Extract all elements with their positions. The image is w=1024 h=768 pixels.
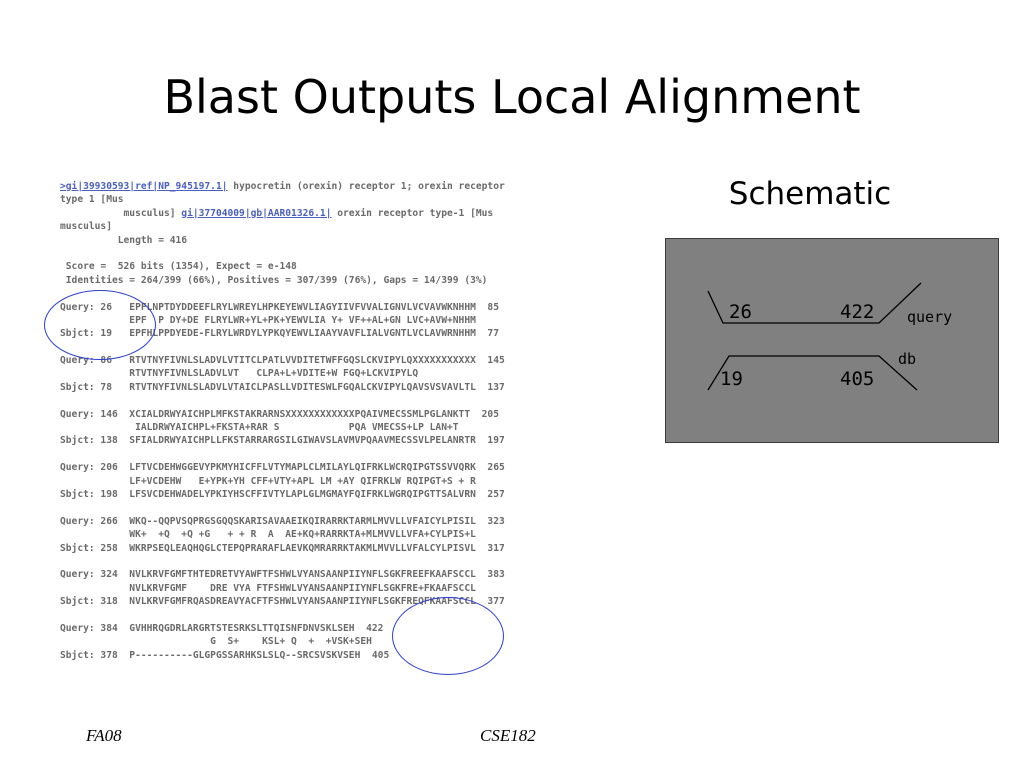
blast-header-line-4: musculus] [60, 221, 112, 233]
footer-term: FA08 [86, 726, 122, 745]
schematic-lines [666, 239, 1000, 444]
alignment-block [60, 622, 620, 662]
header-organism: musculus] [60, 207, 182, 219]
start-highlight-circle [44, 290, 156, 360]
length-line: Length = 416 [60, 234, 188, 246]
match-line: LF+VCDEHW E+YPK+YH CFF+VTY+APL LM +AY QIFRKLW RQIPGT+S + R [60, 475, 476, 487]
subject-line: Sbjct: 378 P----------GLGPGSSARHKSLSLQ--SRCSVSKVSEH 405 [60, 649, 390, 661]
match-line: G S+ KSL+ Q + +VSK+SEH [60, 636, 372, 648]
query-label: query [907, 308, 953, 326]
alignment-blocks [60, 301, 620, 663]
gi-link-subject[interactable]: gi|37704009|gb|AAR01326.1| [181, 207, 332, 219]
subject-line: Sbjct: 318 NVLKRVFGMFRQASDREAVYACFTFSHWLVYANSAANPIIYNFLSGKFREQFKAAFSCCL 377 [60, 596, 505, 608]
alignment-block [60, 354, 620, 394]
header-description-2: orexin receptor type-1 [Mus [331, 207, 494, 219]
db-label: db [898, 350, 917, 368]
subject-line: Sbjct: 19 EPFHLPPDYEDE-FLRYLWRDYLYPKQYEWVLIAAYVAVFLIALVGNTLVCLAVWRNHHM 77 [60, 328, 499, 340]
schematic-diagram [665, 238, 999, 443]
alignment-block [60, 568, 620, 608]
blast-header-line-3 [60, 207, 620, 220]
match-line: RTVTNYFIVNLSLADVLVT CLPA+L+VDITE+W FGQ+LCKVIPYLQ [60, 368, 419, 380]
subject-line: Sbjct: 78 RTVTNYFIVNLSLADVLVTAICLPASLLVDITESWLFGQALCKVIPYLQAVSVSVAVLTL 137 [60, 381, 505, 393]
subject-line: Sbjct: 198 LFSVCDEHWADELYPKIYHSCFFIVTYLAPLGLMGMAYFQIFRKLWGRQIPGTTSALVRN 257 [60, 488, 505, 500]
alignment-block [60, 408, 620, 448]
query-line: Query: 206 LFTVCDEHWGGEVYPKMYHICFFLVTYMAPLCLMILAYLQIFRKLWCRQIPGTSSVVQRK 265 [60, 462, 505, 474]
alignment-block [60, 461, 620, 501]
query-end-number: 422 [840, 301, 875, 323]
subject-line: Sbjct: 138 SFIALDRWYAICHPLLFKSTARRARGSILGIWAVSLAVMVPQAAVMECSSVLPELANRTR 197 [60, 435, 505, 447]
query-line: Query: 146 XCIALDRWYAICHPLMFKSTAKRARNSXXXXXXXXXXXXPQAIVMECSSMLPGLANKTT 205 [60, 408, 499, 420]
score-line: Score = 526 bits (1354), Expect = e-148 [60, 261, 297, 273]
match-line: WK+ +Q +Q +G + + R A AE+KQ+RARRKTA+MLMVVLLVFA+CYLPIS+L [60, 529, 476, 541]
query-line: Query: 86 RTVTNYFIVNLSLADVLVTITCLPATLVVDITETWFFGQSLCKVIPYLQXXXXXXXXXXX 145 [60, 355, 505, 367]
footer-course: CSE182 [480, 726, 536, 745]
match-line: EPF P DY+DE FLRYLWR+YL+PK+YEWVLIA Y+ VF++AL+GN LVC+AVW+NHHM [60, 314, 476, 326]
query-line: Query: 26 EPFLNPTDYDDEEFLRYLWREYLHPKEYEWVLIAGYIIVFVVALIGNVLVCVAVWKNHHM 85 [60, 301, 499, 313]
query-line: Query: 324 NVLKRVFGMFTHTEDRETVYAWFTFSHWLVYANSAANPIIYNFLSGKFREEFKAAFSCCL 383 [60, 569, 505, 581]
slide-title: Blast Outputs Local Alignment [163, 70, 861, 124]
header-description: hypocretin (orexin) receptor 1; orexin receptor [227, 181, 505, 192]
blast-output [60, 180, 620, 662]
alignment-block [60, 515, 620, 555]
end-highlight-circle [392, 597, 504, 675]
db-end-number: 405 [840, 368, 875, 390]
match-line: IALDRWYAICHPL+FKSTA+RAR S PQA VMECSS+LP LAN+T [60, 422, 459, 434]
blast-header-line-1 [60, 180, 620, 193]
match-line: NVLKRVFGMF DRE VYA FTFSHWLVYANSAANPIIYNFLSGKFRE+FKAAFSCCL [60, 582, 476, 594]
db-start-number: 19 [720, 368, 743, 390]
schematic-label: Schematic [728, 176, 892, 212]
query-line: Query: 384 GVHHRQGDRLARGRTSTESRKSLTTQISNFDNVSKLSEH 422 [60, 622, 384, 634]
identities-line: Identities = 264/399 (66%), Positives = 307/399 (76%), Gaps = 14/399 (3%) [60, 274, 488, 286]
gi-link-query[interactable]: >gi|39930593|ref|NP_945197.1| [60, 181, 228, 192]
query-line: Query: 266 WKQ--QQPVSQPRGSGQQSKARISAVAAEIKQIRARRKTARMLMVVLLVFAICYLPISIL 323 [60, 515, 505, 527]
blast-header-line-2: type 1 [Mus [60, 194, 124, 206]
subject-line: Sbjct: 258 WKRPSEQLEAQHQGLCTEPQPRARAFLAEVKQMRARRKTAKMLMVVLLVFALCYLPISVL 317 [60, 542, 505, 554]
query-start-number: 26 [729, 301, 752, 323]
